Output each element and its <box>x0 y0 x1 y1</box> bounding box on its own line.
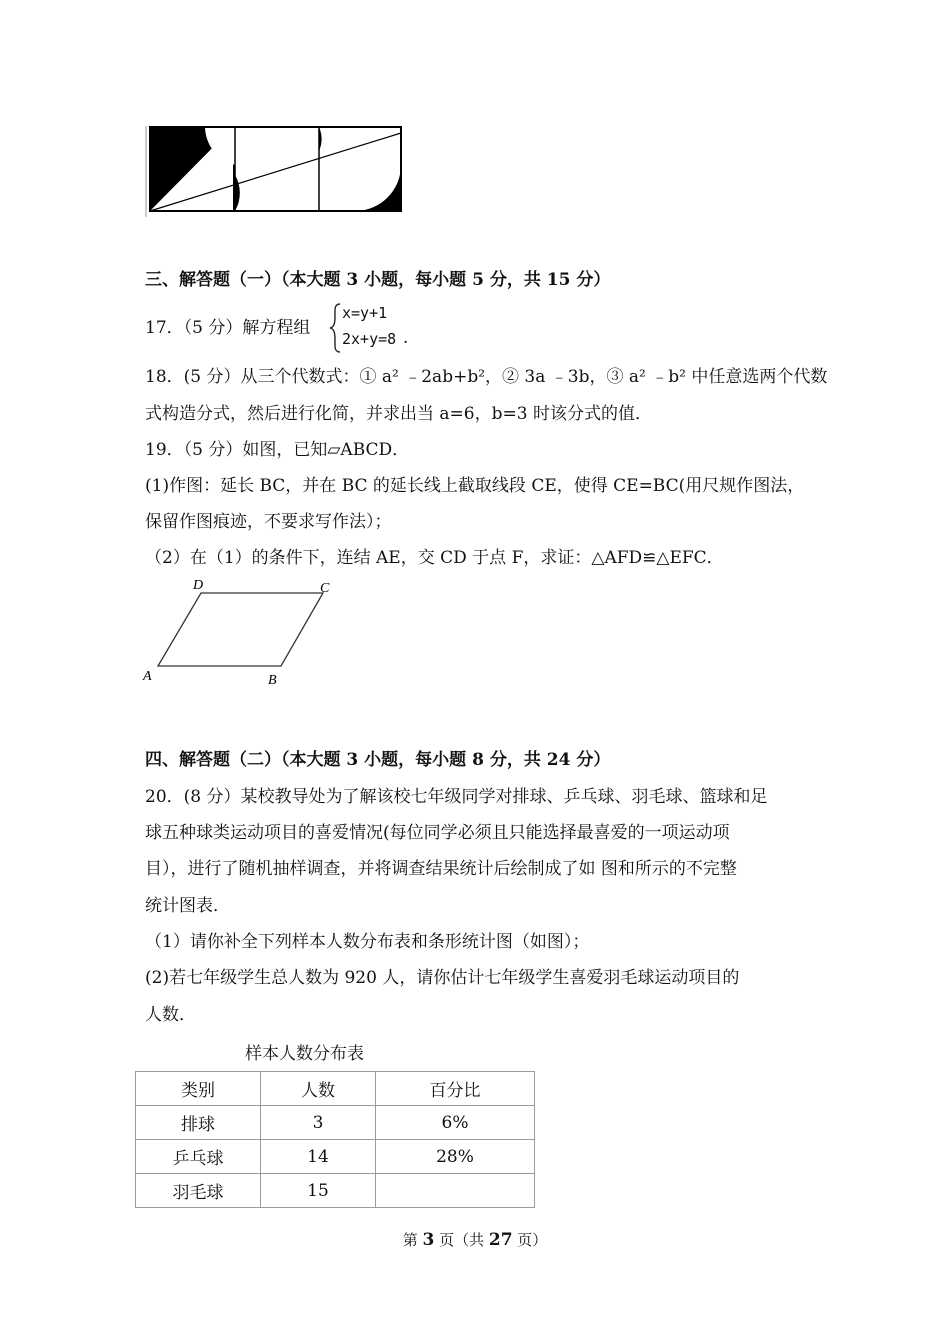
page-footer <box>0 1229 950 1250</box>
q19-line-3: 保留作图痕迹，不要求写作法）； <box>145 512 392 532</box>
q17-equation-2: 2x+y=8 <box>342 330 397 348</box>
section3-heading: 三、解答题（一）（本大题 3 小题，每小题 5 分，共 15 分） <box>145 270 611 290</box>
table-header-cell: 类别 <box>136 1072 261 1106</box>
q20-line-5: （1）请你补全下列样本人数分布表和条形统计图（如图）； <box>145 932 590 952</box>
table-cell: 28% <box>376 1140 535 1174</box>
q20-line-6: (2)若七年级学生总人数为 920 人，请你估计七年级学生喜爱羽毛球运动项目的 <box>145 968 740 988</box>
footer-suffix: 页） <box>512 1231 548 1249</box>
table-cell: 6% <box>376 1106 535 1140</box>
q17-equation-system <box>328 302 418 354</box>
brace-icon <box>328 302 342 354</box>
footer-page-number: 3 <box>422 1230 435 1250</box>
table-cell: 15 <box>261 1174 376 1208</box>
q18-line-1: 18．(5 分）从三个代数式：① a² ﹣2ab+b²，② 3a ﹣3b，③ a² ﹣b² 中任意选两个代数 <box>145 367 828 387</box>
table-cell: 羽毛球 <box>136 1174 261 1208</box>
sample-distribution-table <box>135 1071 535 1208</box>
table-cell: 14 <box>261 1140 376 1174</box>
label-d: D <box>193 578 204 593</box>
table-title: 样本人数分布表 <box>245 1044 364 1064</box>
q19-line-2: (1)作图：延长 BC，并在 BC 的延长线上截取线段 CE，使得 CE=BC(用尺规作图法， <box>145 476 805 496</box>
table-row <box>136 1174 535 1208</box>
q17-text: 17．（5 分）解方程组 <box>145 318 311 338</box>
q20-line-3: 目），进行了随机抽样调查，并将调查结果统计后绘制成了如 图和所示的不完整 <box>145 859 737 879</box>
label-c: C <box>320 581 330 596</box>
label-b: B <box>268 673 277 688</box>
table-header-cell: 百分比 <box>376 1072 535 1106</box>
section4-heading: 四、解答题（二）（本大题 3 小题，每小题 8 分，共 24 分） <box>145 750 611 770</box>
table-cell: 乒乓球 <box>136 1140 261 1174</box>
table-row <box>136 1140 535 1174</box>
q17-equation-1: x=y+1 <box>342 304 388 322</box>
q19-line-4: （2）在（1）的条件下，连结 AE，交 CD 于点 F，求证：△AFD≌△EFC． <box>145 548 724 568</box>
squares-figure <box>145 125 405 217</box>
table-row <box>136 1106 535 1140</box>
q20-line-1: 20．(8 分）某校教导处为了解该校七年级同学对排球、乒乓球、羽毛球、篮球和足 <box>145 787 768 807</box>
q18-line-2: 式构造分式，然后进行化简，并求出当 a=6，b=3 时该分式的值． <box>145 404 652 424</box>
q17-period: . <box>403 328 409 348</box>
table-cell: 排球 <box>136 1106 261 1140</box>
table-header-row <box>136 1072 535 1106</box>
footer-prefix: 第 <box>402 1231 423 1249</box>
footer-mid: 页（共 <box>434 1231 489 1249</box>
label-a: A <box>143 669 152 684</box>
footer-total-pages: 27 <box>488 1230 513 1250</box>
parallelogram-figure <box>140 575 340 690</box>
q20-line-2: 球五种球类运动项目的喜爱情况(每位同学必须且只能选择最喜爱的一项运动项 <box>145 823 730 843</box>
q19-line-1: 19．（5 分）如图，已知▱ABCD． <box>145 440 410 460</box>
table-cell <box>376 1174 535 1208</box>
q20-line-7: 人数． <box>145 1005 196 1025</box>
table-header-cell: 人数 <box>261 1072 376 1106</box>
q20-line-4: 统计图表． <box>145 896 230 916</box>
table-cell: 3 <box>261 1106 376 1140</box>
